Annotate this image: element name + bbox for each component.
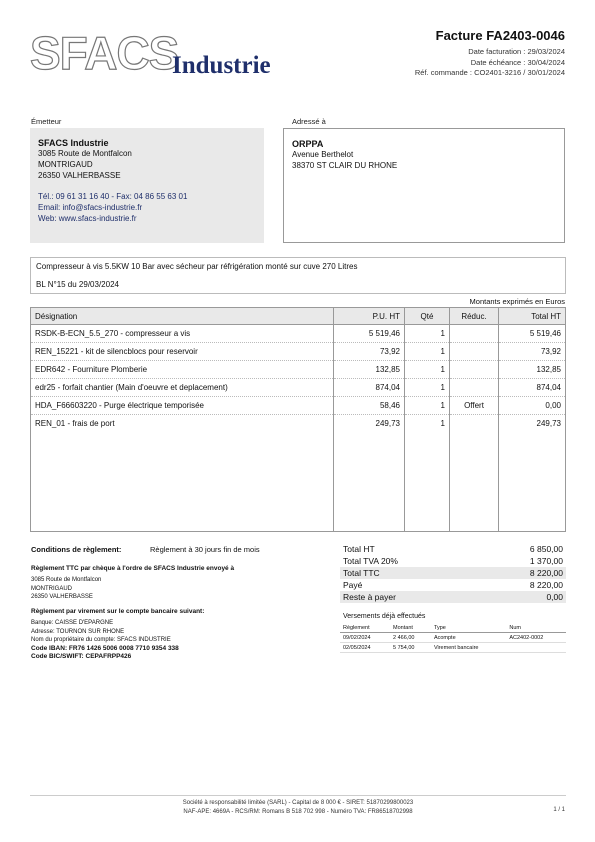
cell-quantity: 1 [405,343,450,361]
order-reference: Réf. commande : CO2401-3216 / 30/01/2024 [414,68,565,77]
cell-designation: REN_15221 - kit de silencblocs pour reservoir [31,343,334,361]
payment-terms-label: Conditions de règlement: [31,545,122,554]
payment-amount: 5 754,00 [390,643,431,653]
payment-num: AC2402-0002 [506,633,566,643]
issuer-box [30,128,264,243]
recipient-address-line: 38370 ST CLAIR DU RHONE [292,161,398,170]
footer-line: NAF-APE: 4669A - RCS/RM: Romans B 518 702 998 - Numéro TVA: FR86518702998 [183,808,413,815]
recipient-label: Adressé à [292,117,326,126]
totals-row [340,567,566,579]
col-quantity: Qté [405,308,450,325]
cell-unit-price: 73,92 [334,343,405,361]
cheque-title: Règlement TTC par chèque à l'ordre de SFACS Industrie envoyé à [31,565,235,572]
issuer-website[interactable]: Web: www.sfacs-industrie.fr [38,214,137,223]
bank-address: Adresse: TOURNON SUR RHONE [31,628,125,635]
total-label: Payé [343,580,363,590]
invoice-note [30,257,566,294]
transfer-title: Règlement par virement sur le compte bancaire suivant: [31,608,205,615]
payment-date: 02/05/2024 [340,643,390,653]
totals-row [340,543,566,555]
payment-type: Virement bancaire [431,643,506,653]
cell-quantity: 1 [405,415,450,532]
invoice-date: Date facturation : 29/03/2024 [468,47,565,56]
table-row [31,397,566,415]
cell-discount [450,343,499,361]
payment-terms-value: Règlement à 30 jours fin de mois [150,545,260,554]
cell-designation: REN_01 - frais de port [31,415,334,532]
cell-quantity: 1 [405,361,450,379]
bank-name: Banque: CAISSE D'EPARGNE [31,620,114,626]
totals-row [340,579,566,591]
cell-quantity: 1 [405,379,450,397]
total-label: Reste à payer [340,591,478,603]
cell-discount [450,361,499,379]
page-number: 1 / 1 [553,807,565,813]
cell-total: 132,85 [499,361,566,379]
issuer-label: Émetteur [31,117,62,126]
issuer-address-line: MONTRIGAUD [38,160,93,169]
total-value: 6 850,00 [529,544,563,554]
recipient-name: ORPPA [292,139,324,149]
bic-swift: Code BIC/SWIFT: CEPAFRPP426 [31,653,132,660]
invoice-meta [415,47,565,79]
col-unit-price: P.U. HT [334,308,405,325]
total-value: 8 220,00 [529,580,563,590]
table-row [31,325,566,343]
cell-unit-price: 249,73 [334,415,405,532]
payments-title: Versements déjà effectués [343,613,426,620]
cell-designation: HDA_F66603220 - Purge électrique temporisée [31,397,334,415]
total-label: Total TVA 20% [343,556,398,566]
cheque-address-line: MONTRIGAUD [31,585,72,592]
payments-header-row [340,623,566,633]
payments-col-date: Règlement [340,623,390,633]
issuer-email[interactable]: Email: info@sfacs-industrie.fr [38,203,143,212]
issuer-phone: Tél.: 09 61 31 16 40 - Fax: 04 86 55 63 01 [38,192,188,201]
recipient-box [283,128,565,243]
cell-total: 249,73 [499,415,566,532]
cell-quantity: 1 [405,325,450,343]
cell-total: 0,00 [499,397,566,415]
payment-row [340,633,566,643]
note-delivery: BL N°15 du 29/03/2024 [36,280,119,289]
col-total: Total HT [499,308,566,325]
iban: Code IBAN: FR76 1426 5006 0008 7710 9354 338 [31,644,179,652]
account-owner: Nom du propriétaire du compte: SFACS INDUSTRIE [31,637,171,643]
cell-unit-price: 5 519,46 [334,325,405,343]
cell-discount [450,379,499,397]
payment-row [340,643,566,653]
cell-unit-price: 874,04 [334,379,405,397]
cell-total: 874,04 [499,379,566,397]
note-description: Compresseur à vis 5.5KW 10 Bar avec sécheur par réfrigération monté sur cuve 270 Litres [36,262,358,271]
cell-total: 5 519,46 [499,325,566,343]
recipient-address-line: Avenue Berthelot [292,150,354,159]
table-row [31,343,566,361]
col-designation: Désignation [31,308,334,325]
payment-type: Acompte [431,633,506,643]
cell-designation: edr25 - forfait chantier (Main d'oeuvre et deplacement) [31,379,334,397]
cell-unit-price: 132,85 [334,361,405,379]
footer-line: Société à responsabilité limitée (SARL) - Capital de 8 000 € - SIRET: 51870299800023 [182,800,414,806]
cell-quantity: 1 [405,397,450,415]
total-value: 8 220,00 [478,567,566,579]
totals-row [340,555,566,567]
company-logo-subtitle: Industrie [172,52,271,79]
total-value: 0,00 [478,591,566,603]
totals-table [340,543,566,603]
payment-date: 09/02/2024 [340,633,390,643]
total-label: Total HT [343,544,375,554]
invoice-title: Facture FA2403-0046 [435,28,565,43]
payments-col-amount: Montant [390,623,431,633]
cell-discount [450,415,499,532]
issuer-address-line: 26350 VALHERBASSE [38,171,121,180]
issuer-address-line: 3085 Route de Montfalcon [38,149,132,158]
table-row [31,361,566,379]
total-label: Total TTC [340,567,478,579]
table-row [31,415,566,532]
table-header-row [31,308,566,325]
table-row [31,379,566,397]
cheque-address-line: 26350 VALHERBASSE [31,594,93,600]
items-table [30,307,566,532]
payments-table [340,623,566,653]
cell-designation: RSDK-B-ECN_5.5_270 - compresseur a vis [31,325,334,343]
cell-designation: EDR642 - Fourniture Plomberie [31,361,334,379]
cheque-address-line: 3085 Route de Montfalcon [31,577,102,583]
totals-row [340,591,566,603]
cell-discount [450,325,499,343]
currency-note: Montants exprimés en Euros [469,297,565,306]
invoice-due-date: Date échéance : 30/04/2024 [470,57,565,67]
col-discount: Réduc. [450,308,499,325]
cell-discount: Offert [450,397,499,415]
issuer-name: SFACS Industrie [38,138,109,148]
total-value: 1 370,00 [529,556,563,566]
footer-divider [30,795,566,796]
cell-total: 73,92 [499,343,566,361]
cell-unit-price: 58,46 [334,397,405,415]
payment-num [506,643,566,653]
payments-col-type: Type [431,623,506,633]
footer-legal [30,799,566,816]
cheque-address [31,576,101,602]
payments-col-num: Num [506,623,566,633]
company-logo: SFACS [30,27,179,79]
payment-amount: 2 466,00 [390,633,431,643]
bank-details [31,619,179,662]
